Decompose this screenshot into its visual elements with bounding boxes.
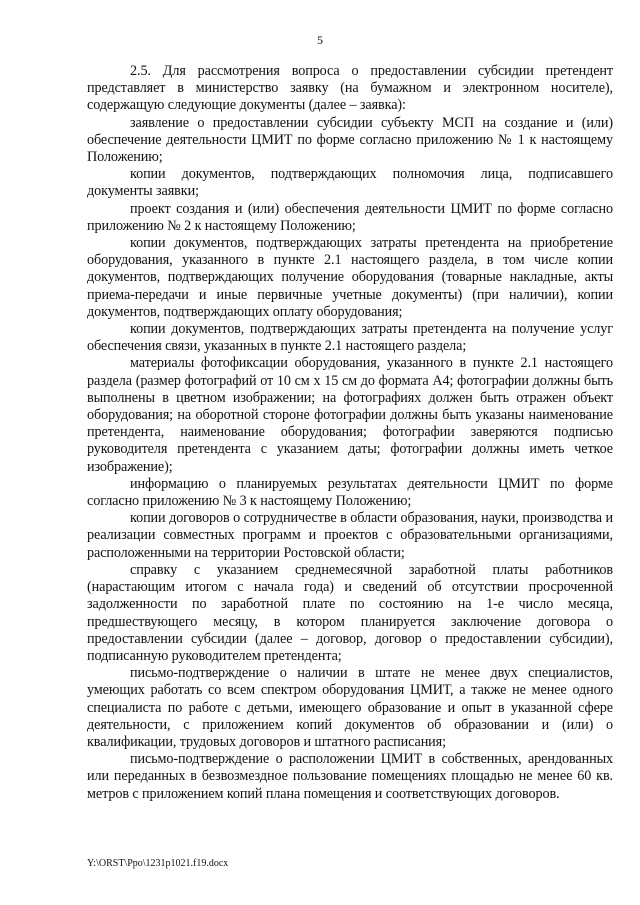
paragraph: копии документов, подтверждающих затраты претендента на получение услуг обеспечения связи, указанных в пункте 2.1 настоящего раздела;	[87, 321, 613, 355]
document-body	[87, 63, 613, 803]
paragraph: письмо-подтверждение о наличии в штате не менее двух специалистов, умеющих работать со всем спектром оборудования ЦМИТ, а также не менее одного специалиста по работе с детьми, имеющего образование и опыт в указанной сфере деятельности, с приложением копий документов об образовании и (или) о квалификации, трудовых договоров и штатного расписания;	[87, 665, 613, 750]
paragraph: информацию о планируемых результатах деятельности ЦМИТ по форме согласно приложению № 3 к настоящему Положению;	[87, 475, 613, 510]
paragraph: копии документов, подтверждающих затраты претендента на приобретение оборудования, указанного в пункте 2.1 настоящего раздела, в том числе копии документов, подтверждающих получение оборудования (товарные накладные, акты приема-передачи и иные первичные учетные документы) (при наличии), копии документов, подтверждающих оплату оборудования;	[87, 235, 613, 320]
paragraph: материалы фотофиксации оборудования, указанного в пункте 2.1 настоящего раздела (размер фотографий от 10 см х 15 см до формата А4; фотографии должны быть выполнены в цветном изображении; на фотографиях должен быть отражен объект оборудования; на оборотной стороне фотографии должны быть указаны наименование претендента, наименование оборудования; фотографии заверяются подписью руководителя претендента с указанием даты; фотографии должны иметь четкое изображение);	[87, 355, 613, 475]
paragraph: копии договоров о сотрудничестве в области образования, науки, производства и реализации совместных программ и проектов с образовательными организациями, расположенными на территории Ростовской области;	[87, 510, 613, 561]
paragraph: заявление о предоставлении субсидии субъекту МСП на создание и (или) обеспечение деятельности ЦМИТ по форме согласно приложению № 1 к настоящему Положению;	[87, 114, 613, 166]
paragraph: копии документов, подтверждающих полномочия лица, подписавшего документы заявки;	[87, 166, 613, 200]
page-number: 5	[317, 33, 323, 47]
paragraph: 2.5. Для рассмотрения вопроса о предоставлении субсидии претендент представляет в министерство заявку (на бумажном и электронном носителе), содержащую следующие документы (далее – заявка):	[87, 63, 613, 114]
paragraph: проект создания и (или) обеспечения деятельности ЦМИТ по форме согласно приложению № 2 к настоящему Положению;	[87, 200, 613, 234]
paragraph: письмо-подтверждение о расположении ЦМИТ в собственных, арендованных или переданных в безвозмездное пользование помещениях площадью не менее 60 кв. метров с приложением копий плана помещения и соответствующих договоров.	[87, 751, 613, 802]
file-path-footer: Y:\ORST\Ppo\1231p1021.f19.docx	[87, 858, 229, 869]
paragraph: справку с указанием среднемесячной заработной платы работников (нарастающим итогом с начала года) и сведений об отсутствии просроченной задолженности по заработной плате по состоянию на 1-е число месяца, предшествующего месяцу, в котором планируется заключение договора о предоставлении субсидии (далее – договор, договор о предоставлении субсидии), подписанную руководителем претендента;	[87, 561, 613, 664]
